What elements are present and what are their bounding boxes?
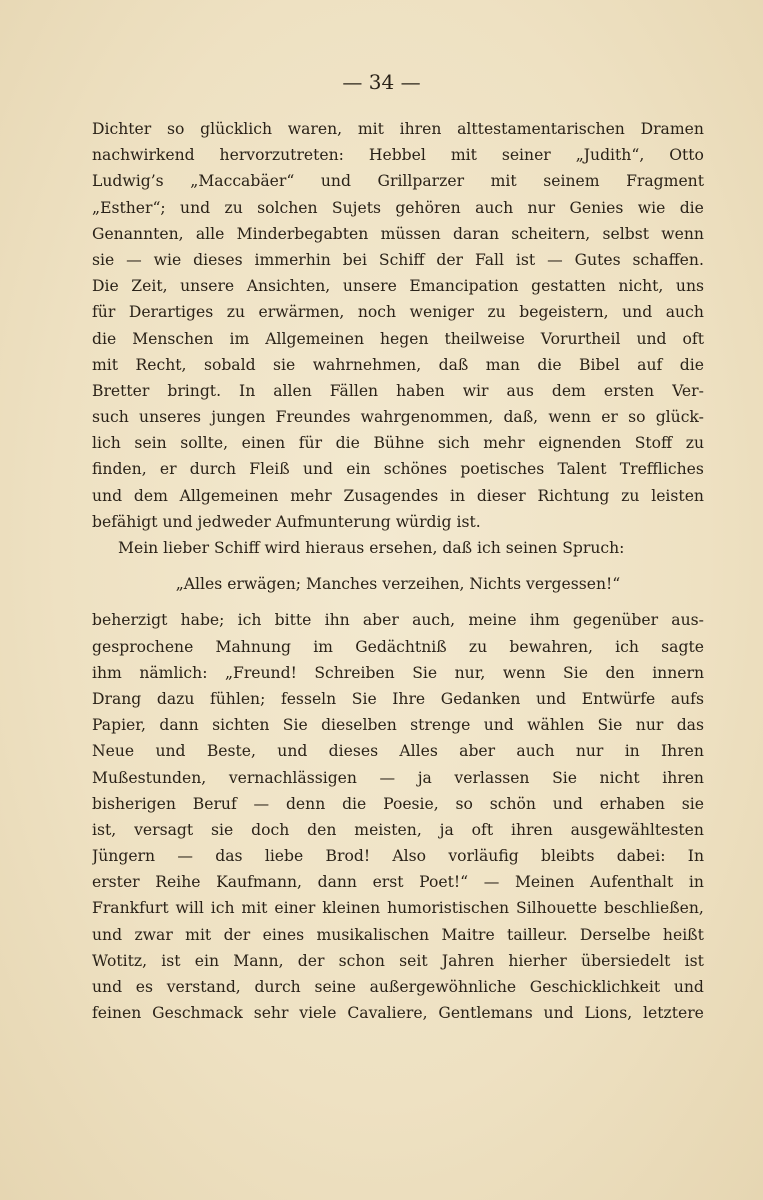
text-line: feinen Geschmack sehr viele Cavaliere, Gentlemans und Lions, letztere	[92, 1004, 704, 1023]
text-line: nachwirkend hervorzutreten: Hebbel mit seiner „Judith“, Otto	[92, 146, 704, 165]
text-line: gesprochene Mahnung im Gedächtniß zu bewahren, ich sagte	[92, 637, 704, 656]
text-line: Papier, dann sichten Sie dieselben strenge und wählen Sie nur das	[92, 716, 704, 735]
body-text	[92, 116, 704, 1026]
text-line: Bretter bringt. In allen Fällen haben wir aus dem ersten Ver-	[92, 381, 704, 400]
text-line: Wotitz, ist ein Mann, der schon seit Jahren hierher übersiedelt ist	[92, 951, 704, 970]
text-line: Die Zeit, unsere Ansichten, unsere Emancipation gestatten nicht, uns	[92, 277, 704, 296]
text-line: Neue und Beste, und dieses Alles aber auch nur in Ihren	[92, 742, 704, 761]
text-line: Frankfurt will ich mit einer kleinen humoristischen Silhouette beschließen,	[92, 899, 704, 918]
text-line: such unseres jungen Freundes wahrgenommen, daß, wenn er so glück-	[92, 408, 704, 427]
text-line: Mein lieber Schiff wird hieraus ersehen, daß ich seinen Spruch:	[118, 539, 625, 557]
text-line: Dichter so glücklich waren, mit ihren alttestamentarischen Dramen	[92, 120, 704, 138]
text-line: und zwar mit der eines musikalischen Maitre tailleur. Derselbe heißt	[92, 925, 704, 944]
text-line: und es verstand, durch seine außergewöhnliche Geschicklichkeit und	[92, 978, 704, 996]
text-line: Drang dazu fühlen; fesseln Sie Ihre Gedanken und Entwürfe aufs	[92, 689, 704, 708]
text-line: ist, versagt sie doch den meisten, ja oft ihren ausgewähltesten	[92, 820, 704, 839]
text-line: und dem Allgemeinen mehr Zusagendes in dieser Richtung zu leisten	[92, 486, 704, 505]
text-line: für Derartiges zu erwärmen, noch weniger zu begeistern, und auch	[92, 303, 704, 322]
text-line: befähigt und jedweder Aufmunterung würdig ist.	[92, 512, 481, 531]
text-line: lich sein sollte, einen für die Bühne sich mehr eignenden Stoff zu	[92, 434, 704, 453]
quote-line: „Alles erwägen; Manches verzeihen, Nichts vergessen!“	[175, 575, 621, 594]
text-line: Genannten, alle Minderbegabten müssen daran scheitern, selbst wenn	[92, 224, 704, 243]
text-line: sie — wie dieses immerhin bei Schiff der Fall ist — Gutes schaffen.	[92, 250, 704, 269]
text-line: Ludwig’s „Maccabäer“ und Grillparzer mit seinem Fragment	[92, 172, 704, 191]
text-line: erster Reihe Kaufmann, dann erst Poet!“ — Meinen Aufenthalt in	[92, 873, 704, 892]
text-line: mit Recht, sobald sie wahrnehmen, daß man die Bibel auf die	[92, 355, 704, 374]
text-line: „Esther“; und zu solchen Sujets gehören auch nur Genies wie die	[92, 198, 704, 217]
text-line: Jüngern — das liebe Brod! Also vorläufig bleibts dabei: In	[92, 847, 704, 866]
page-number: — 34 —	[342, 70, 421, 94]
text-line: Mußestunden, vernachlässigen — ja verlassen Sie nicht ihren	[92, 768, 704, 787]
text-line: beherzigt habe; ich bitte ihn aber auch, meine ihm gegenüber aus-	[92, 611, 704, 630]
text-line: die Menschen im Allgemeinen hegen theilweise Vorurtheil und oft	[92, 329, 704, 348]
text-line: ihm nämlich: „Freund! Schreiben Sie nur, wenn Sie den innern	[92, 663, 704, 682]
text-line: finden, er durch Fleiß und ein schönes poetisches Talent Treffliches	[92, 460, 704, 479]
text-line: bisherigen Beruf — denn die Poesie, so schön und erhaben sie	[92, 794, 704, 813]
